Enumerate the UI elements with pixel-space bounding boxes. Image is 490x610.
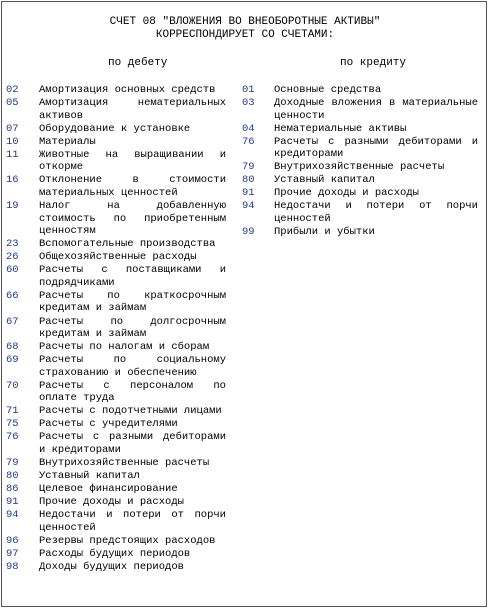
debit-account-row (6, 535, 226, 548)
account-name: Отклонение в стоимости материальных ценностей (39, 174, 226, 199)
account-name: Расчеты с разными дебиторами и кредиторами (274, 135, 478, 161)
account-name: Нематериальные активы (274, 122, 407, 135)
credit-account-list (242, 84, 478, 239)
account-name: Расчеты с разными дебиторами и кредиторами (39, 431, 226, 457)
account-name: Резервы предстоящих расходов (39, 534, 216, 547)
document-title: СЧЕТ 08 "ВЛОЖЕНИЯ ВО ВНЕОБОРОТНЫЕ АКТИВЫ" (109, 16, 381, 28)
account-name: Вспомогательные производства (39, 238, 216, 251)
debit-account-row (6, 84, 226, 97)
account-code: 16 (6, 174, 19, 187)
debit-account-row (6, 483, 226, 496)
account-name: Расчеты по долгосрочным кредитам и займам (39, 315, 226, 341)
account-code: 19 (6, 199, 19, 212)
debit-header: по дебету (108, 57, 168, 69)
account-name: Расчеты по краткосрочным кредитам и займам (39, 289, 226, 315)
account-code: 76 (242, 135, 255, 148)
account-name: Материалы (39, 135, 96, 148)
account-code: 86 (6, 483, 19, 496)
debit-account-row (6, 405, 226, 418)
debit-account-row (6, 174, 226, 199)
account-name: Доходные вложения в материальные ценности (274, 96, 478, 122)
account-code: 98 (6, 560, 19, 573)
account-name: Недостачи и потери от порчи ценностей (274, 200, 478, 225)
account-code: 23 (6, 238, 19, 251)
debit-account-row (6, 136, 226, 149)
debit-account-row (6, 470, 226, 483)
account-name: Расчеты с подотчетными лицами (39, 405, 222, 418)
credit-header: по кредиту (340, 57, 407, 69)
account-code: 70 (6, 379, 19, 392)
account-code: 76 (6, 431, 19, 444)
document-subtitle: КОРРЕСПОНДИРУЕТ СО СЧЕТАМИ: (155, 29, 335, 41)
account-name: Целевое финансирование (39, 483, 178, 496)
account-code: 01 (242, 84, 255, 96)
account-name: Прочие доходы и расходы (274, 187, 419, 200)
account-name: Расчеты по налогам и сборам (39, 341, 210, 354)
debit-account-row (6, 457, 226, 470)
account-name: Расчеты с поставщиками и подрядчиками (39, 264, 226, 289)
account-code: 26 (6, 251, 19, 264)
debit-account-row (6, 418, 226, 431)
account-code: 05 (6, 97, 19, 110)
credit-account-row (242, 226, 478, 239)
account-name: Доходы будущих периодов (39, 560, 184, 573)
account-name: Недостачи и потери от порчи ценностей (39, 509, 226, 534)
account-name: Прочие доходы и расходы (39, 496, 184, 509)
account-code: 11 (6, 148, 19, 161)
account-code: 69 (6, 354, 19, 367)
account-name: Расчеты с персоналом по оплате труда (39, 379, 226, 405)
account-name: Животные на выращивании и откорме (39, 148, 226, 174)
account-code: 79 (242, 161, 255, 174)
debit-account-row (6, 548, 226, 561)
account-name: Уставный капитал (39, 470, 140, 483)
account-code: 79 (6, 457, 19, 470)
account-name: Налог на добавленную стоимость по приобретенным ценностям (39, 199, 226, 238)
account-name: Общехозяйственные расходы (39, 251, 197, 264)
account-code: 91 (242, 187, 255, 200)
account-code: 60 (6, 264, 19, 277)
debit-account-row (6, 200, 226, 238)
account-name: Внутрихозяйственные расчеты (274, 161, 445, 174)
debit-account-row (6, 380, 226, 405)
account-code: 71 (6, 405, 19, 418)
debit-account-row (6, 97, 226, 122)
account-name: Амортизация основных средств (39, 84, 216, 96)
debit-account-row (6, 509, 226, 534)
account-name: Основные средства (274, 84, 382, 96)
account-name: Внутрихозяйственные расчеты (39, 457, 210, 470)
account-code: 10 (6, 135, 19, 148)
account-code: 02 (6, 84, 19, 96)
account-name: Амортизация нематериальных активов (39, 97, 226, 122)
account-code: 75 (6, 418, 19, 431)
debit-account-row (6, 290, 226, 315)
debit-account-list (6, 84, 226, 574)
account-name: Оборудование к установке (39, 122, 191, 135)
account-name: Расчеты с учредителями (39, 418, 178, 431)
debit-account-row (6, 251, 226, 264)
debit-account-row (6, 341, 226, 354)
account-name: Расчеты по социальному страхованию и обеспечению (39, 354, 226, 379)
credit-account-row (242, 136, 478, 161)
debit-account-row (6, 123, 226, 136)
credit-account-row (242, 187, 478, 200)
debit-account-row (6, 496, 226, 509)
account-code: 96 (6, 534, 19, 547)
account-code: 94 (6, 509, 19, 522)
account-code: 91 (6, 496, 19, 509)
credit-account-row (242, 97, 478, 122)
credit-account-row (242, 174, 478, 187)
account-name: Расходы будущих периодов (39, 547, 191, 560)
account-code: 94 (242, 200, 255, 213)
account-code: 68 (6, 341, 19, 354)
debit-account-row (6, 431, 226, 456)
debit-account-row (6, 149, 226, 174)
debit-account-row (6, 264, 226, 289)
debit-account-row (6, 561, 226, 574)
account-code: 99 (242, 225, 255, 238)
account-code: 80 (242, 174, 255, 187)
debit-account-row (6, 238, 226, 251)
account-code: 66 (6, 289, 19, 302)
credit-account-row (242, 84, 478, 97)
account-code: 97 (6, 547, 19, 560)
credit-account-row (242, 123, 478, 136)
account-name: Уставный капитал (274, 174, 375, 187)
account-name: Прибыли и убытки (274, 225, 375, 238)
account-code: 04 (242, 122, 255, 135)
account-code: 03 (242, 96, 255, 109)
account-code: 80 (6, 470, 19, 483)
credit-account-row (242, 200, 478, 225)
account-code: 07 (6, 122, 19, 135)
credit-account-row (242, 161, 478, 174)
account-code: 67 (6, 315, 19, 328)
debit-account-row (6, 316, 226, 341)
debit-account-row (6, 354, 226, 379)
